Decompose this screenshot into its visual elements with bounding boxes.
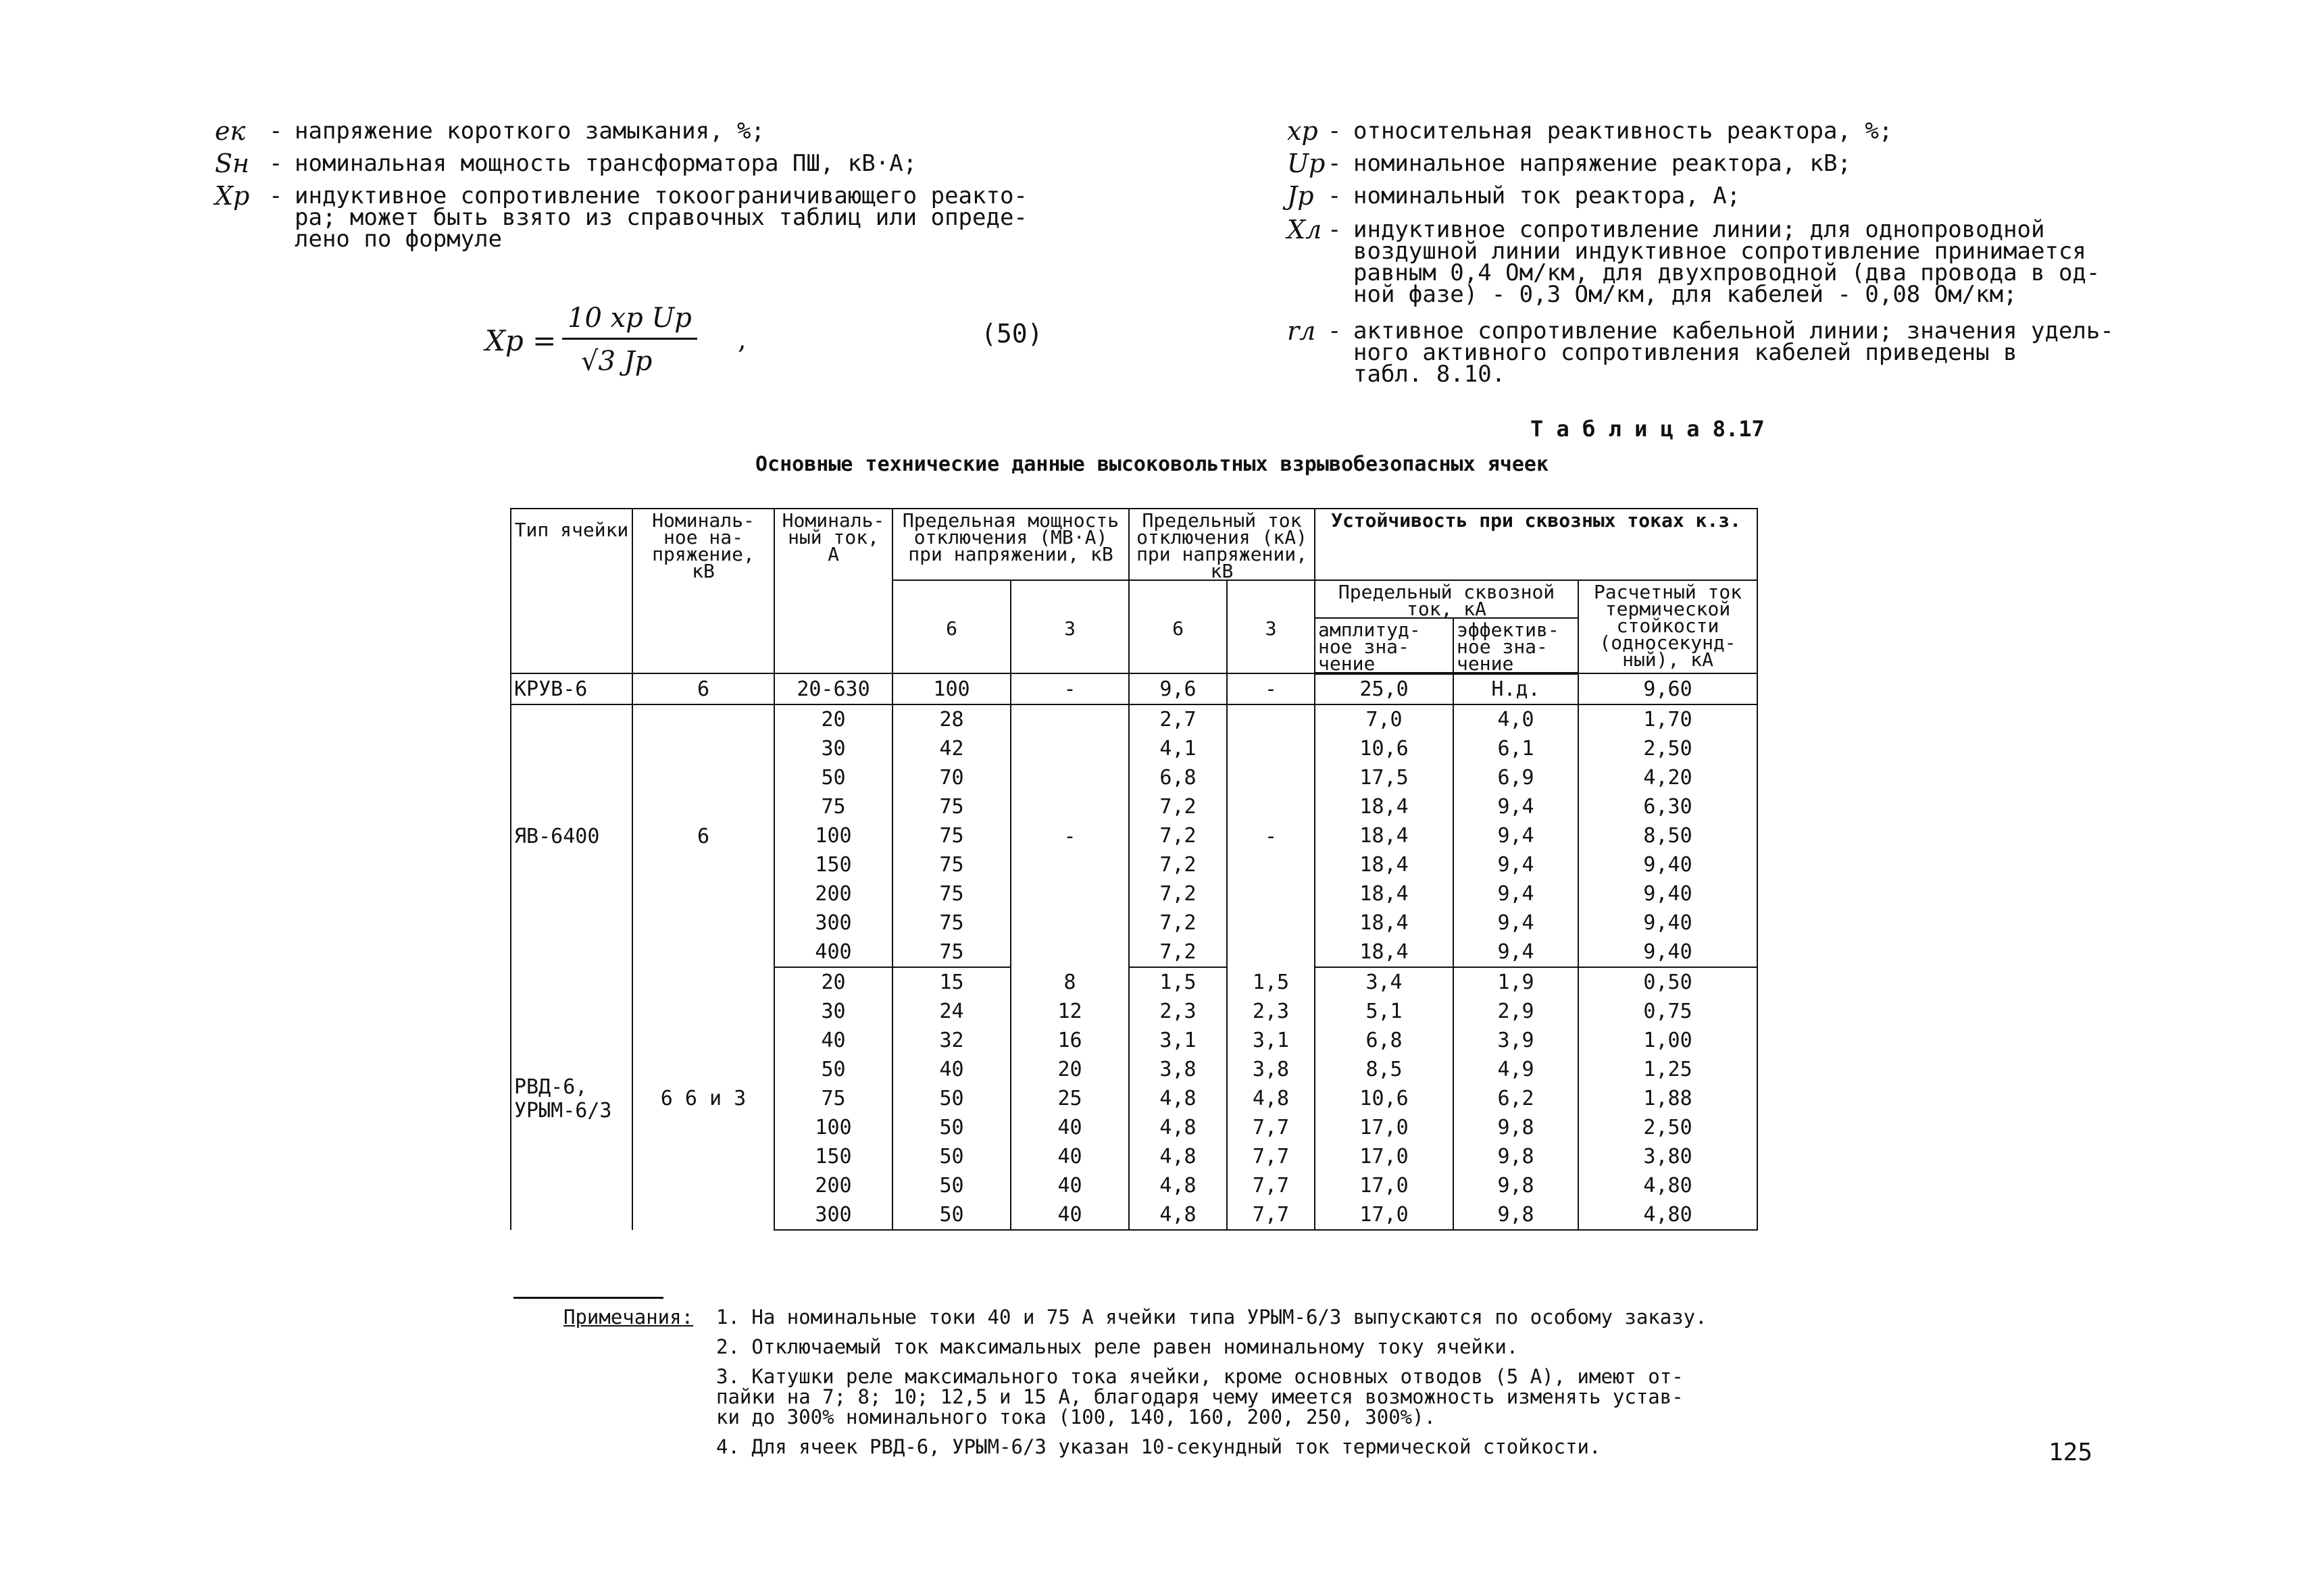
table-cell: 1,88 — [1578, 1084, 1757, 1113]
table-cell: 75 — [892, 937, 1011, 967]
table-cell: 1,00 — [1578, 1026, 1757, 1055]
notes-label: Примечания: — [563, 1306, 694, 1329]
table-cell: 7,2 — [1129, 792, 1227, 821]
table-row — [511, 967, 1757, 997]
table-cell: 17,0 — [1315, 1142, 1453, 1171]
table-cell: 4,80 — [1578, 1171, 1757, 1200]
table-cell: 10,6 — [1315, 734, 1453, 763]
table-cell: 12 — [1011, 997, 1129, 1026]
table-cell: 25 — [1011, 1084, 1129, 1113]
header-effective: эффектив-ное зна-чение — [1453, 618, 1578, 673]
table-cell: 8,50 — [1578, 821, 1757, 850]
table-cell: 3,8 — [1227, 1055, 1315, 1084]
table-cell: 20 — [774, 967, 892, 997]
symbol-xl: Xл — [1287, 215, 1322, 244]
table-cell: 6,8 — [1129, 763, 1227, 792]
table-cell: - — [1227, 673, 1315, 704]
page-number: 125 — [2048, 1439, 2093, 1466]
table-cell: 4,8 — [1129, 1142, 1227, 1171]
notes-rule — [513, 1297, 663, 1299]
symbol-ur: Uр — [1287, 149, 1326, 178]
table-cell: 4,8 — [1129, 1084, 1227, 1113]
table-cell: 9,4 — [1453, 821, 1578, 850]
table-cell: - — [1227, 704, 1315, 967]
table-cell: 30 — [774, 734, 892, 763]
header-through-current: Предельный сквозной ток, кА — [1315, 580, 1578, 618]
table-cell: 40 — [1011, 1171, 1129, 1200]
table-cell: 7,2 — [1129, 908, 1227, 937]
table-cell: 9,6 — [1129, 673, 1227, 704]
table-cell: 9,8 — [1453, 1142, 1578, 1171]
table-cell: 4,1 — [1129, 734, 1227, 763]
table-cell: - — [1011, 673, 1129, 704]
table-cell: - — [1011, 704, 1129, 967]
cell-type: КРУВ-6 — [511, 673, 632, 704]
table-cell: 2,50 — [1578, 1113, 1757, 1142]
table-cell: 9,8 — [1453, 1200, 1578, 1230]
table-cell: 1,70 — [1578, 704, 1757, 734]
table-cell: 42 — [892, 734, 1011, 763]
table-cell: 50 — [892, 1200, 1011, 1230]
table-cell: 4,8 — [1129, 1171, 1227, 1200]
table-cell: 1,5 — [1129, 967, 1227, 997]
table-cell: 40 — [774, 1026, 892, 1055]
table-cell: 18,4 — [1315, 792, 1453, 821]
table-row — [511, 704, 1757, 734]
table-cell: 9,4 — [1453, 879, 1578, 908]
formula-lhs: Xр = — [485, 324, 557, 357]
table-cell: 32 — [892, 1026, 1011, 1055]
header-nom-voltage: Номиналь-ное на-пряжение, кВ — [632, 509, 774, 673]
table-cell: 50 — [774, 763, 892, 792]
symbol-rl: rл — [1287, 316, 1316, 346]
table-cell: 2,3 — [1129, 997, 1227, 1026]
definition-rl: rл - активное сопротивление кабельной линии; значения удель- ного активного сопротивления кабелей приведены в табл. 8.10. — [1287, 316, 2114, 388]
table-cell: 9,4 — [1453, 937, 1578, 967]
table-cell: 2,3 — [1227, 997, 1315, 1026]
table-cell: 17,0 — [1315, 1200, 1453, 1230]
table-cell: 70 — [892, 763, 1011, 792]
table-cell: 16 — [1011, 1026, 1129, 1055]
table-cell: 75 — [774, 792, 892, 821]
table-cell: 20 — [774, 704, 892, 734]
table-title: Основные технические данные высоковольтных взрывобезопасных ячеек — [755, 453, 1549, 476]
table-cell: 20 — [1011, 1055, 1129, 1084]
header-v6: 6 — [892, 580, 1011, 673]
table-cell: 150 — [774, 1142, 892, 1171]
table-cell: 100 — [774, 1113, 892, 1142]
table-label: Т а б л и ц а 8.17 — [1530, 416, 1765, 442]
table-cell: 20-630 — [774, 673, 892, 704]
table-cell: 9,4 — [1453, 792, 1578, 821]
table-cell: 6,8 — [1315, 1026, 1453, 1055]
table-cell: 50 — [774, 1055, 892, 1084]
note-3-line-3: ки до 300% номинального тока (100, 140, 160, 200, 250, 300%). — [716, 1406, 1436, 1428]
symbol-jr: Jр — [1287, 181, 1314, 211]
table-cell: 200 — [774, 1171, 892, 1200]
table-cell: 300 — [774, 1200, 892, 1230]
table-cell: 2,9 — [1453, 997, 1578, 1026]
table-cell: 9,4 — [1453, 850, 1578, 879]
definition-xr: Xр - индуктивное сопротивление токоограничивающего реакто- ра; может быть взято из справочных таблиц или опреде- лено по формуле — [215, 181, 1028, 253]
header-break-current: Предельный ток отключения (кА) при напряжении, кВ — [1129, 509, 1315, 580]
symbol-sn: Sн — [215, 149, 250, 178]
table-cell: 7,2 — [1129, 850, 1227, 879]
table-cell: 4,8 — [1227, 1084, 1315, 1113]
table-cell: 15 — [892, 967, 1011, 997]
table-cell: 18,4 — [1315, 821, 1453, 850]
table-cell: 17,0 — [1315, 1113, 1453, 1142]
table-cell: 3,8 — [1129, 1055, 1227, 1084]
header-v3: 3 — [1011, 580, 1129, 673]
table-cell: 0,50 — [1578, 967, 1757, 997]
table-cell: 18,4 — [1315, 908, 1453, 937]
table-cell: 40 — [1011, 1113, 1129, 1142]
header-nom-current: Номиналь-ный ток, А — [774, 509, 892, 673]
table-cell: 6,1 — [1453, 734, 1578, 763]
table-cell: 9,60 — [1578, 673, 1757, 704]
table-cell: Н.д. — [1453, 673, 1578, 704]
cell-voltage: 6 — [632, 704, 774, 967]
table-cell: 18,4 — [1315, 879, 1453, 908]
data-table — [510, 508, 1758, 1231]
table-cell: 2,50 — [1578, 734, 1757, 763]
table-cell: 6,9 — [1453, 763, 1578, 792]
table-cell: 4,80 — [1578, 1200, 1757, 1230]
table-cell: 7,7 — [1227, 1142, 1315, 1171]
table-cell: 4,8 — [1129, 1200, 1227, 1230]
table-cell: 75 — [892, 908, 1011, 937]
note-2: 2. Отключаемый ток максимальных реле равен номинальному току ячейки. — [716, 1335, 1519, 1358]
fraction-bar — [562, 338, 697, 340]
cell-voltage: 6 — [632, 673, 774, 704]
formula-numerator: 10 xр Uр — [568, 303, 692, 334]
table-cell: 7,2 — [1129, 879, 1227, 908]
note-1: 1. На номинальные токи 40 и 75 А ячейки типа УРЫМ-6/3 выпускаются по особому заказу. — [716, 1306, 1707, 1329]
table-cell: 8 — [1011, 967, 1129, 997]
table-cell: 6,2 — [1453, 1084, 1578, 1113]
table-cell: 40 — [1011, 1200, 1129, 1230]
table-cell: 9,40 — [1578, 908, 1757, 937]
table-cell: 17,0 — [1315, 1171, 1453, 1200]
definition-xl: Xл - индуктивное сопротивление линии; для однопроводной воздушной линии индуктивное сопротивление принимается равным 0,4 Ом/км, для двухпроводной (два провода в од- ной фазе) - 0,3 Ом/км, для кабелей - 0,08 Ом/км; — [1287, 215, 2101, 308]
table-cell: 75 — [774, 1084, 892, 1113]
table-cell: 0,75 — [1578, 997, 1757, 1026]
header-power: Предельная мощность отключения (МВ·А) при напряжении, кВ — [892, 509, 1129, 580]
table-cell: 50 — [892, 1084, 1011, 1113]
note-3: 3. Катушки реле максимального тока ячейки, кроме основных отводов (5 А), имеют от- — [716, 1365, 1684, 1388]
table-cell: 9,8 — [1453, 1113, 1578, 1142]
table-cell: 17,5 — [1315, 763, 1453, 792]
table-cell: 28 — [892, 704, 1011, 734]
table-cell: 18,4 — [1315, 850, 1453, 879]
header-stability: Устойчивость при сквозных токах к.з. — [1315, 509, 1757, 580]
table-cell: 10,6 — [1315, 1084, 1453, 1113]
table-cell: 3,4 — [1315, 967, 1453, 997]
note-3-line-2: пайки на 7; 8; 10; 12,5 и 15 А, благодаря чему имеется возможность изменять устав- — [716, 1385, 1684, 1408]
table-cell: 4,0 — [1453, 704, 1578, 734]
table-cell: 7,7 — [1227, 1171, 1315, 1200]
table-cell: 3,80 — [1578, 1142, 1757, 1171]
table-cell: 7,0 — [1315, 704, 1453, 734]
table-cell: 400 — [774, 937, 892, 967]
table-cell: 150 — [774, 850, 892, 879]
header-type: Тип ячейки — [511, 509, 632, 673]
table-cell: 18,4 — [1315, 937, 1453, 967]
table-cell: 4,9 — [1453, 1055, 1578, 1084]
table-cell: 7,2 — [1129, 821, 1227, 850]
note-4: 4. Для ячеек РВД-6, УРЫМ-6/3 указан 10-секундный ток термической стойкости. — [716, 1435, 1601, 1458]
table-cell: 2,7 — [1129, 704, 1227, 734]
table-cell: 1,5 — [1227, 967, 1315, 997]
header-v6b: 6 — [1129, 580, 1227, 673]
table-cell: 50 — [892, 1142, 1011, 1171]
table-cell: 1,9 — [1453, 967, 1578, 997]
table-cell: 75 — [892, 850, 1011, 879]
table-cell: 9,8 — [1453, 1171, 1578, 1200]
table-cell: 9,4 — [1453, 908, 1578, 937]
table-cell: 300 — [774, 908, 892, 937]
table-cell: 75 — [892, 792, 1011, 821]
header-amplitude: амплитуд-ное зна-чение — [1315, 618, 1453, 673]
symbol-ek: eк — [215, 116, 246, 146]
cell-type: РВД-6, УРЫМ-6/3 — [511, 967, 632, 1230]
table-cell: 7,7 — [1227, 1113, 1315, 1142]
table-cell: 100 — [892, 673, 1011, 704]
header-v3b: 3 — [1227, 580, 1315, 673]
table-cell: 3,1 — [1227, 1026, 1315, 1055]
table-cell: 75 — [892, 879, 1011, 908]
table-cell: 3,9 — [1453, 1026, 1578, 1055]
cell-type: ЯВ-6400 — [511, 704, 632, 967]
table-cell: 3,1 — [1129, 1026, 1227, 1055]
table-cell: 40 — [1011, 1142, 1129, 1171]
notes-list — [716, 1307, 1730, 1462]
table-cell: 4,8 — [1129, 1113, 1227, 1142]
table-cell: 40 — [892, 1055, 1011, 1084]
table-cell: 50 — [892, 1171, 1011, 1200]
symbol-xr: Xр — [215, 181, 250, 211]
cell-voltage: 6 6 и 3 — [632, 967, 774, 1230]
table-cell: 5,1 — [1315, 997, 1453, 1026]
table-cell: 30 — [774, 997, 892, 1026]
table-cell: 9,40 — [1578, 879, 1757, 908]
table-cell: 7,2 — [1129, 937, 1227, 967]
table-cell: 8,5 — [1315, 1055, 1453, 1084]
formula-number: (50) — [981, 319, 1043, 349]
table-cell: 50 — [892, 1113, 1011, 1142]
table-cell: 75 — [892, 821, 1011, 850]
table-cell: 25,0 — [1315, 673, 1453, 704]
table-cell: 9,40 — [1578, 850, 1757, 879]
table-cell: 200 — [774, 879, 892, 908]
table-cell: 9,40 — [1578, 937, 1757, 967]
table-cell: 6,30 — [1578, 792, 1757, 821]
table-row — [511, 673, 1757, 704]
formula-denominator: √3 Jр — [581, 346, 653, 377]
table-cell: 4,20 — [1578, 763, 1757, 792]
table-cell: 24 — [892, 997, 1011, 1026]
table-cell: 1,25 — [1578, 1055, 1757, 1084]
table-cell: 7,7 — [1227, 1200, 1315, 1230]
table-body — [511, 673, 1757, 1230]
symbol-xr-rel: xр — [1287, 116, 1318, 146]
header-thermal: Расчетный ток термической стойкости (односекунд-ный), кА — [1578, 580, 1757, 673]
table-cell: 100 — [774, 821, 892, 850]
